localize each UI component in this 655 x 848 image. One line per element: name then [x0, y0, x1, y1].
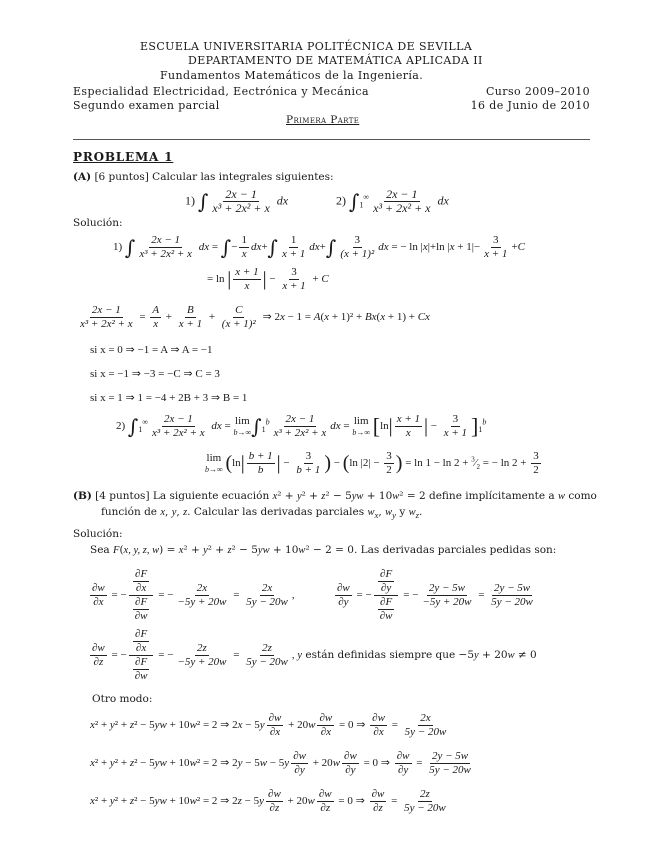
speciality: Especialidad Electricidad, Eectrónica y Mecánica: [73, 85, 369, 98]
partial-fractions: $\frac{2x - 1}{\text{x³ + 2x² + x}}$ = $\frac{A}{x}$ + $\frac{B}{x + 1}$ + $\frac{C}{\text{(x + 1)²}}$ ⇒ 2x − 1 = A(x + 1)² + Bx(x + 1) + Cx: [80, 304, 430, 330]
part-b-solution-label: Solución:: [73, 528, 123, 540]
derivative-x: $\frac{\partial w}{\partial x}$ = − $\frac{\frac{\partial F}{\partial x}}{\frac{\partial F}{\partial w}}$ = − $\frac{2x}{-5y + 20w}$ = $\frac{2x}{5y - 20w}$ ,: [92, 568, 295, 622]
solution-2-line-1: 2) $\int_1^\infty$ $\frac{2x - 1}{\text{x³ + 2x² + x}}$ dx = lim b→∞ $\int_1^b$ $\frac{2x - 1}{\text{x³ + 2x² + x}}$ dx = lim b→∞ [ln| $\frac{x + 1}{x}$ | − $\frac{3}{x + 1}$ ]$_1^b$: [116, 413, 487, 439]
other-way-label: Otro modo:: [92, 693, 153, 705]
school-name: ESCUELA UNIVERSITARIA POLITÉCNICA DE SEVILLA: [140, 40, 473, 53]
derivative-y: $\frac{\partial w}{\partial y}$ = − $\frac{\frac{\partial F}{\partial y}}{\frac{\partial F}{\partial w}}$ = − $\frac{2y - 5w}{-5y + 20w}$ = $\frac{2y - 5w}{5y - 20w}$: [337, 568, 533, 622]
integral-2: 2) $\int_1^\infty$ $\frac{2x - 1}{\text{x³ + 2x² + x}}$ dx: [336, 187, 449, 215]
case-x-0: si x = 0 ⇒ −1 = A ⇒ A = −1: [90, 344, 213, 356]
derivative-z: $\frac{\partial w}{\partial z}$ = − $\frac{\frac{\partial F}{\partial x}}{\frac{\partial F}{\partial w}}$ = − $\frac{2z}{-5y + 20w}$ = $\frac{2z}{5y - 20w}$ , y están definidas siempre que −5y + 20w ≠ 0: [92, 628, 537, 682]
part-b-points: [4 puntos]: [95, 490, 150, 502]
department-name: DEPARTAMENTO DE MATEMÁTICA APLICADA II: [188, 54, 483, 67]
exam-date: 16 de Junio de 2010: [470, 99, 590, 112]
header-divider: [73, 139, 590, 140]
case-x-1: si x = 1 ⇒ 1 = −4 + 2B + 3 ⇒ B = 1: [90, 392, 248, 404]
course-name: Fundamentos Matemáticos de la Ingeniería.: [160, 69, 424, 82]
solution-1-line-2: = ln | $\frac{x + 1}{x}$ | − $\frac{3}{x + 1}$ + C: [207, 266, 329, 292]
alt-derivative-y: x² + y² + z² − 5yw + 10w² = 2 ⇒ 2y − 5w − 5y $\frac{\partial w}{\partial y}$ + 20w $\frac{\partial w}{\partial y}$ = 0 ⇒ $\frac{\partial w}{\partial y}$ = $\frac{2y - 5w}{5y - 20w}$: [90, 750, 471, 776]
problem-title: PROBLEMA 1: [73, 150, 174, 164]
part-a-text: Calcular las integrales siguientes:: [152, 171, 334, 183]
part-b-statement-2: función de x, y, z. Calcular las derivadas parciales $w_x$, $w_y$ y $w_z$.: [101, 506, 423, 521]
academic-year: Curso 2009–2010: [485, 85, 590, 98]
alt-derivative-x: x² + y² + z² − 5yw + 10w² = 2 ⇒ 2x − 5y $\frac{\partial w}{\partial x}$ + 20w $\frac{\partial w}{\partial x}$ = 0 ⇒ $\frac{\partial w}{\partial x}$ = $\frac{2x}{5y - 20w}$: [90, 712, 447, 738]
part-a-label: (A): [73, 171, 92, 183]
part-title: Primera Parte: [286, 114, 360, 126]
part-b-intro: Sea F(x, y, z, w) = x² + y² + z² − 5yw + 10w² − 2 = 0. Las derivadas parciales pedidas son:: [90, 544, 557, 556]
part-b-statement-1: (B) [4 puntos] La siguiente ecuación x² + y² + z² − 5yw + 10w² = 2 define implícitamente a w como: [73, 490, 597, 502]
integral-1: 1) ∫ $\frac{2x - 1}{\text{x³ + 2x² + x}}$ dx: [185, 187, 289, 215]
solution-2-line-2: lim b→∞ (ln| $\frac{b + 1}{b}$ | − $\frac{3}{b + 1}$ ) − (ln |2| − $\frac{3}{2}$ ) = $\ln 1 - \ln 2 + ^3⁄_2$ = − ln 2 + $\frac{3}{2}$: [205, 450, 539, 476]
part-b-label: (B): [73, 490, 92, 502]
part-a-points: [6 puntos]: [94, 171, 149, 183]
alt-derivative-z: x² + y² + z² − 5yw + 10w² = 2 ⇒ 2z − 5y $\frac{\partial w}{\partial z}$ + 20w $\frac{\partial w}{\partial z}$ = 0 ⇒ $\frac{\partial w}{\partial z}$ = $\frac{2z}{5y - 20w}$: [90, 788, 446, 814]
solution-1-line-1: 1) ∫ $\frac{2x - 1}{\text{x³ + 2x² + x}}$ dx = ∫− $\frac{1}{x}$ dx+∫ $\frac{1}{x + 1}$ dx+∫ $\frac{3}{\text{(x + 1)²}}$ dx = − ln |x|+ln |x + 1|− $\frac{3}{x + 1}$ +C: [113, 234, 525, 260]
exam-name: Segundo examen parcial: [73, 99, 220, 112]
part-a-statement: [73, 171, 334, 183]
part-a-solution-label: Solución:: [73, 217, 123, 229]
case-x-minus-1: si x = −1 ⇒ −3 = −C ⇒ C = 3: [90, 368, 220, 380]
